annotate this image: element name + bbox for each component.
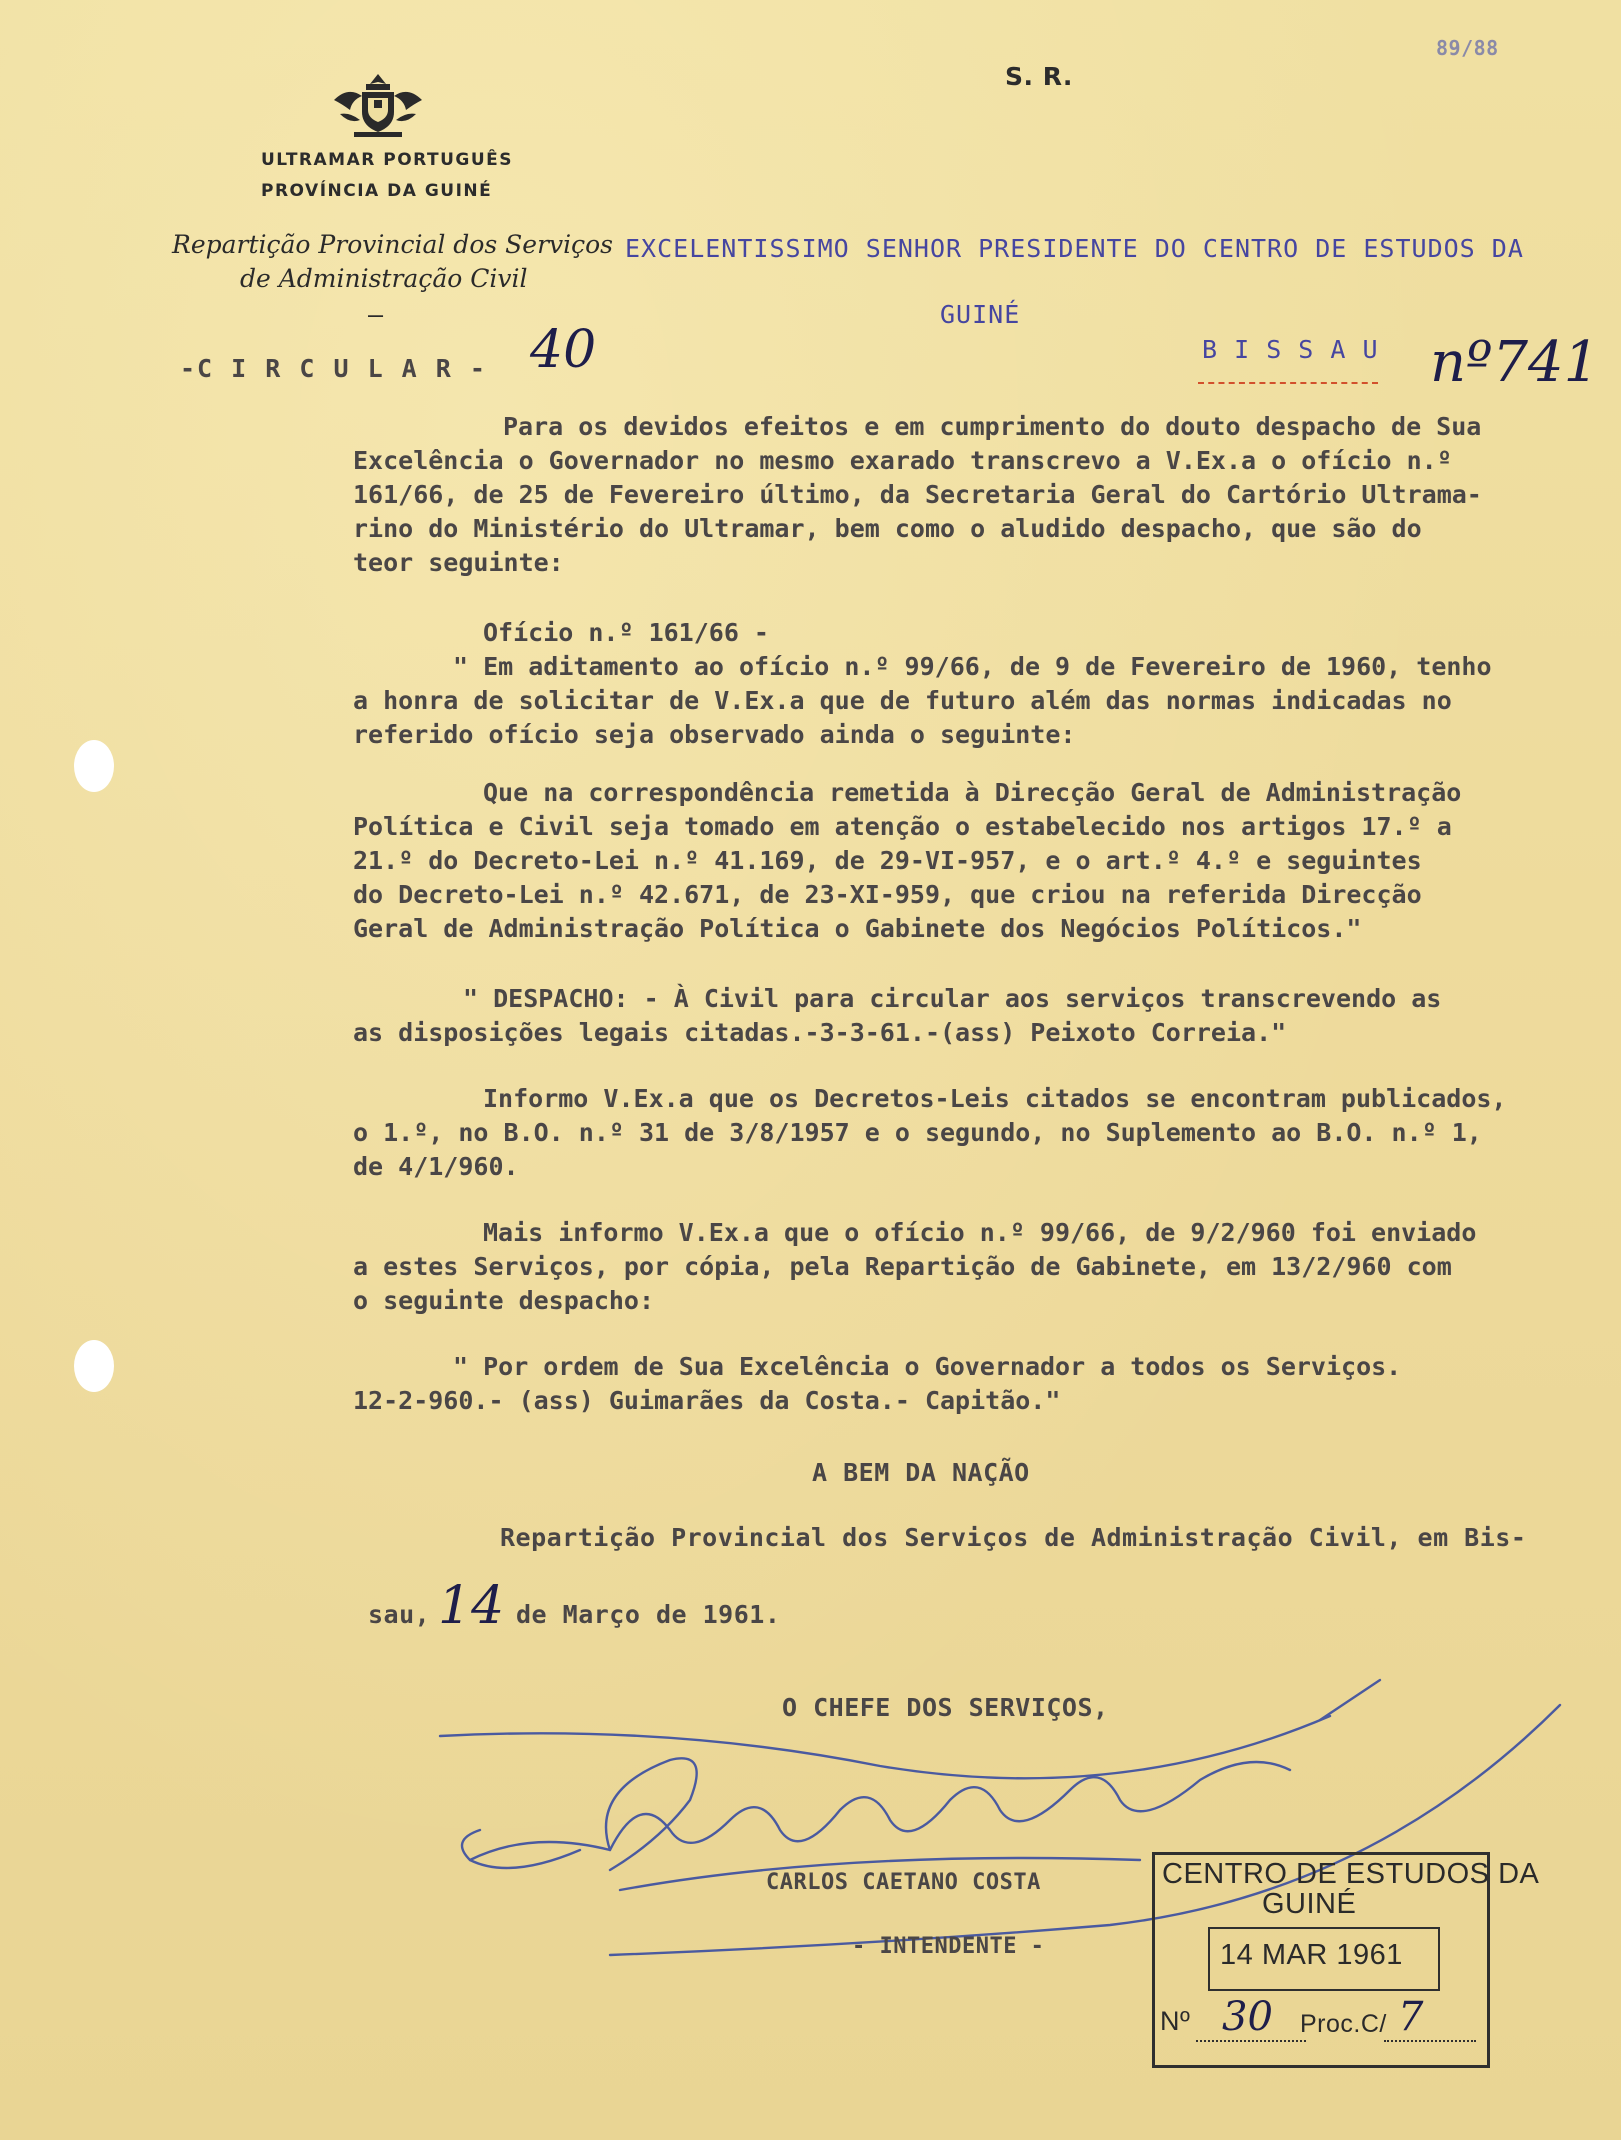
informo-line: Informo V.Ex.a que os Decretos-Leis citados se encontram publicados,	[483, 1084, 1507, 1113]
signatory-name: CARLOS CAETANO COSTA	[766, 1870, 1041, 1895]
stamp-no-value: 30	[1222, 1994, 1273, 2040]
punch-hole-top	[74, 740, 114, 792]
detail-line: Política e Civil seja tomado em atenção o estabelecido nos artigos 17.º a	[353, 812, 1452, 841]
stamp-date: 14 MAR 1961	[1220, 1939, 1403, 1971]
intro-line: 161/66, de 25 de Fevereiro último, da Secretaria Geral do Cartório Ultrama-	[353, 480, 1482, 509]
mais-informo-line: Mais informo V.Ex.a que o ofício n.º 99/66, de 9/2/960 foi enviado	[483, 1218, 1477, 1247]
despacho-paragraph	[353, 982, 1603, 1050]
addressee-line-2: GUINÉ	[940, 300, 1021, 329]
detail-line: do Decreto-Lei n.º 42.671, de 23-XI-959, que criou na referida Direcção	[353, 880, 1422, 909]
punch-hole-bottom	[74, 1340, 114, 1392]
org-line-provincia: PROVÍNCIA DA GUINÉ	[261, 181, 493, 201]
circular-handwritten-number: 40	[530, 320, 597, 380]
closing-suffix: de Março de 1961.	[516, 1600, 781, 1629]
stamp-proc-label: Proc.C/	[1300, 2010, 1387, 2038]
ordem-line: 12-2-960.- (ass) Guimarães da Costa.- Capitão."	[353, 1386, 1061, 1415]
signature-title: O CHEFE DOS SERVIÇOS,	[782, 1693, 1109, 1722]
stamp-line-2: GUINÉ	[1262, 1888, 1357, 1920]
circular-label: -C I R C U L A R -	[180, 354, 487, 383]
oficio-detail-paragraph	[353, 776, 1603, 946]
ordem-line: " Por ordem de Sua Excelência o Governador a todos os Serviços.	[453, 1352, 1402, 1381]
oficio-line: a honra de solicitar de V.Ex.a que de futuro além das normas indicadas no	[353, 686, 1452, 715]
despacho-line: " DESPACHO: - À Civil para circular aos serviços transcrevendo as	[463, 984, 1442, 1013]
stamp-no-line	[1196, 2040, 1306, 2042]
ref-number: 89/88	[1436, 36, 1499, 60]
org-line-ultramar: ULTRAMAR PORTUGUÊS	[261, 150, 514, 170]
oficio-line: referido ofício seja observado ainda o seguinte:	[353, 720, 1076, 749]
informo-line: o 1.º, no B.O. n.º 31 de 3/8/1957 e o segundo, no Suplemento ao B.O. n.º 1,	[353, 1118, 1482, 1147]
mais-informo-line: o seguinte despacho:	[353, 1286, 655, 1315]
stamp-line-1: CENTRO DE ESTUDOS DA	[1162, 1858, 1540, 1890]
intro-line: Excelência o Governador no mesmo exarado transcrevo a V.Ex.a o ofício n.º	[353, 446, 1452, 475]
intro-line: Para os devidos efeitos e em cumprimento do douto despacho de Sua	[503, 412, 1482, 441]
despacho-line: as disposições legais citadas.-3-3-61.-(ass) Peixoto Correia."	[353, 1018, 1287, 1047]
city-underline	[1198, 382, 1378, 384]
detail-line: Que na correspondência remetida à Direcção Geral de Administração	[483, 778, 1462, 807]
intro-line: teor seguinte:	[353, 548, 564, 577]
oficio-line: " Em aditamento ao ofício n.º 99/66, de 9 de Fevereiro de 1960, tenho	[453, 652, 1492, 681]
stamp-no-label: Nº	[1160, 2006, 1191, 2036]
oficio-block	[353, 616, 1603, 752]
signatory-role: - INTENDENTE -	[852, 1934, 1045, 1959]
sr-marker: S. R.	[1005, 62, 1073, 91]
mais-informo-line: a estes Serviços, por cópia, pela Repartição de Gabinete, em 13/2/960 com	[353, 1252, 1452, 1281]
dept-dash: —	[368, 300, 384, 329]
mais-informo-paragraph	[353, 1216, 1603, 1318]
dept-line-2: de Administração Civil	[240, 264, 528, 293]
stamp-proc-value: 7	[1398, 1994, 1424, 2040]
stamp-proc-line	[1384, 2040, 1476, 2042]
addressee-line-1: EXCELENTISSIMO SENHOR PRESIDENTE DO CENTRO DE ESTUDOS DA	[625, 234, 1524, 263]
intro-paragraph	[353, 410, 1603, 580]
detail-line: Geral de Administração Política o Gabinete dos Negócios Políticos."	[353, 914, 1362, 943]
city-bissau: B I S S A U	[1202, 335, 1379, 364]
detail-line: 21.º do Decreto-Lei n.º 41.169, de 29-VI-957, e o art.º 4.º e seguintes	[353, 846, 1422, 875]
ordem-paragraph	[353, 1350, 1603, 1418]
informo-line: de 4/1/960.	[353, 1152, 519, 1181]
closing-prefix: sau,	[368, 1600, 431, 1629]
coat-of-arms-emblem	[332, 70, 424, 142]
intro-line: rino do Ministério do Ultramar, bem como o aludido despacho, que são do	[353, 514, 1422, 543]
closing-handwritten-day: 14	[438, 1576, 505, 1636]
motto: A BEM DA NAÇÃO	[812, 1458, 1030, 1487]
dept-line-1: Repartição Provincial dos Serviços	[172, 230, 614, 259]
oficio-title: Ofício n.º 161/66 -	[483, 618, 769, 647]
handwritten-entry-number: nº741	[1430, 330, 1600, 395]
informo-paragraph	[353, 1082, 1603, 1184]
closing-line-1: Repartição Provincial dos Serviços de Administração Civil, em Bis-	[500, 1523, 1527, 1552]
